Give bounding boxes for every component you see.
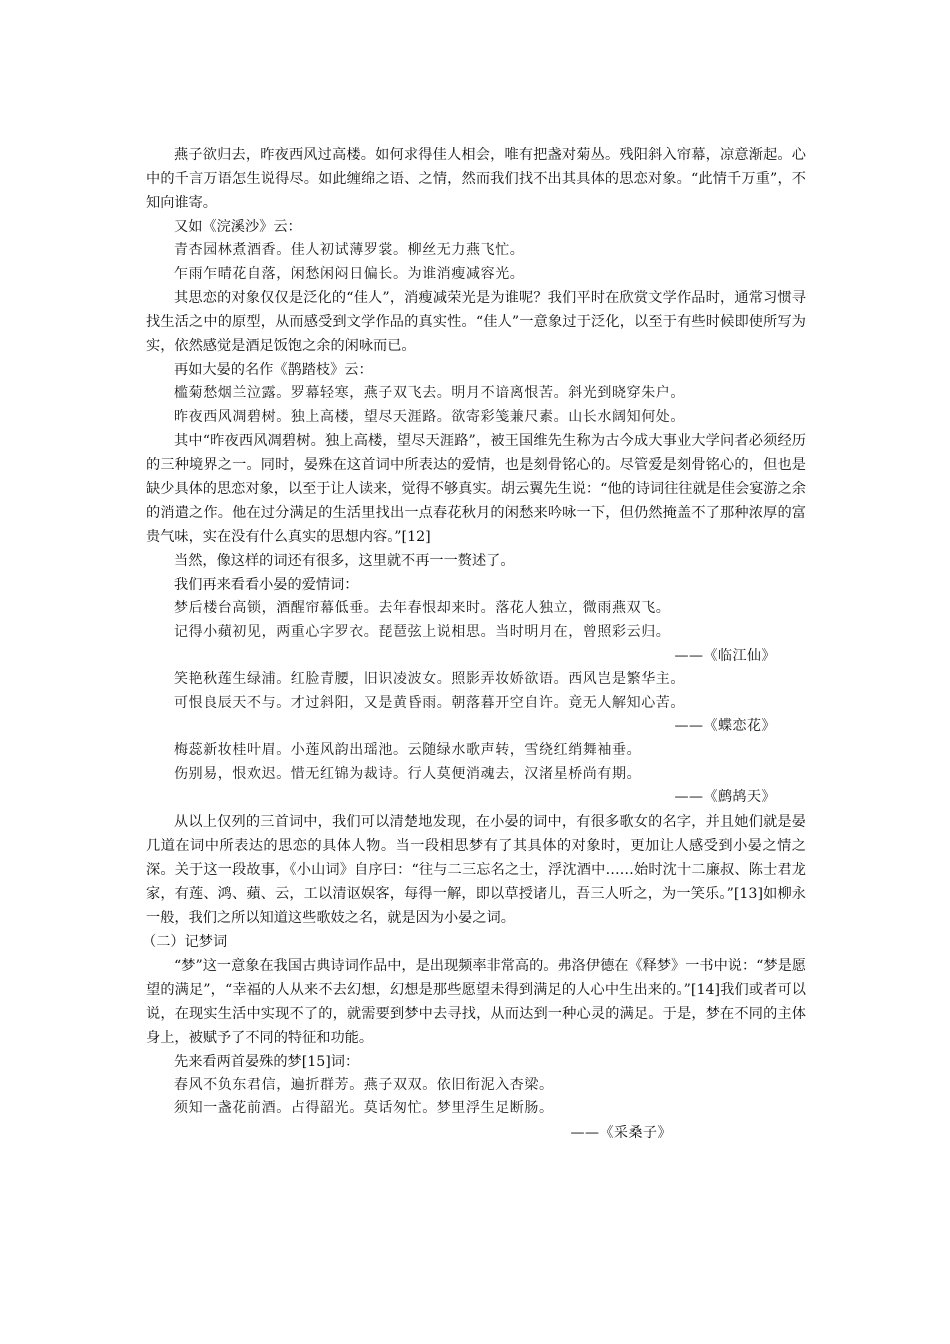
paragraph: 其中“昨夜西风凋碧树。独上高楼，望尽天涯路”，被王国维先生称为古今成大事业大学问者必须经历的三种境界之一。同时，晏殊在这首词中所表达的爱情，也是刻骨铭心的。尽管爱是刻骨铭心的，但也是缺少具体的思恋对象，以至于让人读来，觉得不够真实。胡云翼先生说：“他的诗词往往就是佳会宴游之余的消遣之作。他在过分满足的生活里找出一点春花秋月的闲愁来吟咏一下，但仍然掩盖不了那种浓厚的富贵气味，实在没有什么真实的思想内容。”[12] [146,433,806,546]
paragraph: 其思恋的对象仅仅是泛化的“佳人”，消瘦减荣光是为谁呢？我们平时在欣赏文学作品时，通常习惯寻找生活之中的原型，从而感受到文学作品的真实性。“佳人”一意象过于泛化，以至于有些时候即使所写为实，依然感觉是酒足饭饱之余的闲咏而已。 [146,290,806,355]
intro-line: 我们再来看看小晏的爱情词： [174,577,359,594]
poem-line: 梦后楼台高锁，酒醒帘幕低垂。去年春恨却来时。落花人独立，微雨燕双飞。 [174,600,671,617]
paragraph: 燕子欲归去，昨夜西风过高楼。如何求得佳人相会，唯有把盏对菊丛。残阳斜入帘幕，凉意渐起。心中的千言万语怎生说得尽。如此缠绵之语、之情，然而我们找不出其具体的思恋对象。“此情千万重”，不知向谁寄。 [146,147,806,211]
poem-attribution: ——《蝶恋花》 [674,718,776,735]
poem-attribution: ——《鹧鸪天》 [674,789,776,806]
intro-line: 又如《浣溪沙》云： [174,219,302,235]
poem-line: 记得小蘋初见，两重心字罗衣。琵琶弦上说相思。当时明月在，曾照彩云归。 [174,623,671,640]
poem-line: 可恨良辰天不与。才过斜阳，又是黄昏雨。朝落暮开空自许。竟无人解知心苦。 [174,694,685,711]
poem-line: 槛菊愁烟兰泣露。罗幕轻寒，燕子双飞去。明月不谙离恨苦。斜光到晓穿朱户。 [174,385,685,402]
paragraph: 从以上仅列的三首词中，我们可以清楚地发现，在小晏的词中，有很多歌女的名字，并且她们就是晏几道在词中所表达的思恋的具体人物。当一段相思梦有了其具体的对象时，更加让人感受到小晏之情之深。关于这一段故事，《小山词》自序曰：“往与二三忘名之士，浮沈酒中……始时沈十二廉叔、陈士君龙家，有莲、鸿、蘋、云，工以清讴娱客，每得一解，即以草授诸儿，吾三人听之，为一笑乐。”[13]如柳永一般，我们之所以知道这些歌妓之名，就是因为小晏之词。 [146,813,806,926]
section-heading: （二）记梦词 [142,933,228,950]
document-body [142,143,806,1145]
poem-line: 须知一盏花前酒。占得韶光。莫话匆忙。梦里浮生足断肠。 [174,1100,554,1117]
poem-line: 春风不负东君信，遍折群芳。燕子双双。依旧衔泥入杏梁。 [174,1076,554,1093]
intro-line: 先来看两首晏殊的梦[15]词： [174,1053,360,1070]
poem-line: 梅蕊新妆桂叶眉。小莲风韵出瑶池。云随绿水歌声转，雪绕红绡舞袖垂。 [174,741,642,758]
poem-line: 昨夜西风凋碧树。独上高楼，望尽天涯路。欲寄彩笺兼尺素。山长水阔知何处。 [174,408,685,425]
intro-line: 当然，像这样的词还有很多，这里就不再一一赘述了。 [174,553,515,570]
poem-line: 笑艳秋莲生绿浦。红脸青腰，旧识凌波女。照影弄妆娇欲语。西风岂是繁华主。 [174,671,685,688]
poem-line: 伤别易，恨欢迟。惜无红锦为裁诗。行人莫便消魂去，汉渚星桥尚有期。 [174,765,642,782]
poem-line: 乍雨乍晴花自落，闲愁闲闷日偏长。为谁消瘦减容光。 [174,265,525,282]
poem-line: 青杏园林煮酒香。佳人初试薄罗裳。柳丝无力燕飞忙。 [174,242,525,258]
intro-line: 再如大晏的名作《鹊踏枝》云： [174,362,373,379]
poem-attribution: ——《采桑子》 [570,1124,672,1141]
paragraph: “梦”这一意象在我国古典诗词作品中，是出现频率非常高的。弗洛伊德在《释梦》一书中说：“梦是愿望的满足”，“幸福的人从来不去幻想，幻想是那些愿望未得到满足的人心中生出来的。”[14]我们或者可以说，在现实生活中实现不了的，就需要到梦中去寻找，从而达到一种心灵的满足。于是，梦在不同的主体身上，被赋予了不同的特征和功能。 [146,957,806,1046]
poem-attribution: ——《临江仙》 [674,647,776,664]
